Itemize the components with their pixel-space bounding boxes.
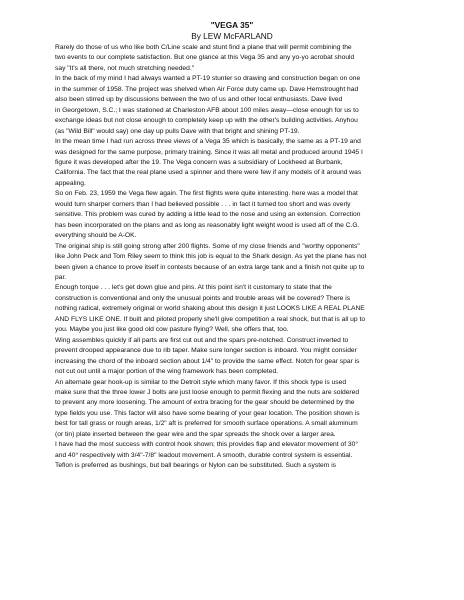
paragraph: Wing assembles quickly if all parts are first cut out and the spars pre-notched. Construct inverted to prevent drooped appearance due to rib taper. Make sure longer section is inboard. You might consider increasing the chord of the inboard section about 1/4" to provide the same effect. Notch for gear spar is not cut out until a major portion of the wing framework has been completed. [55,336,360,376]
title-block [0,20,464,42]
paragraph: In the back of my mind I had always wanted a PT-19 stunter so drawing and construction began on one in the summer of 1958. The project was shelved when Air Force duty came up. Dave Hemstrought had also been stirred up by discussions between the two of us and other local enthusiasts. Dave lived in Georgetown, S.C.; I was stationed at Charleston AFB about 100 miles away—close enough for us to exchange ideas but not close enough to completely keep up with the other's building activities. Anyhou (as "Wild Bill" would say) one day up pulls Dave with that bright and shining PT-19. [55,75,361,135]
paragraph: I have had the most success with control hook shown; this provides flap and elevator movement of 30° and 40° respectively with 3/4"-7/8" leadout movement. A smooth, durable control system is essential. Teflon is preferred as bushings, but ball bearings or Nylon can be substituted. Such a system is [55,441,359,470]
document-body [55,43,407,472]
document-title: "VEGA 35" [210,20,254,30]
paragraph: So on Feb. 23, 1959 the Vega flew again. The first flights were quite interesting. here was a model that would turn sharper corners than I had believed possible . . . in fact it turned too short and was overly sensitive. This problem was cured by adding a little lead to the nose and using an extension. Correction has been incorporated on the plans and as long as reasonably light weight wood is used aft of the C.G. everything should be A-OK. [55,190,361,240]
paragraph: An alternate gear hook-up is similar to the Detroit style which many favor. If this shock type is used make sure that the three lower J bolts are just loose enough to permit flexing and the nuts are soldered to prevent any more loosening. The amount of extra bracing for the gear should be determined by the type fields you use. This factor will also have some bearing of your gear location. The position shown is best for tall grass or rough areas, 1/2" aft is preferred for smooth surface operations. A small aluminum (or tin) plate inserted between the gear wire and the spar spreads the shock over a larger area. [55,378,360,438]
paragraph: In the mean time I had run across three views of a Vega 35 which is basically, the same as a PT-19 and was designed for the same purpose, primary training. Since it was all metal and produced around 1945 I figure it was developed after the 19. The Vega concern was a subsidiary of Lockheed at Burbank, California. The fact that the real plane used a spinner and there were few if any models of it around was appealing. [55,138,363,187]
document-byline: By LEW McFARLAND [191,31,273,41]
paragraph: Rarely do those of us who like both C/Line scale and stunt find a plane that will permit combining the two events to our complete satisfaction. But one glance at this Vega 35 and any yo-yo acrobat should say "It's all there, not much stretching needed." [55,44,355,72]
paragraph: The original ship is still going strong after 200 flights. Some of my close friends and "worthy opponents" like John Peck and Tom Riley seem to think this job is equal to the Shark design. As yet the plane has not been given a chance to prove itself in contests because of an extra large tank and a finish not quite up to par. [55,242,367,281]
paragraph: Enough torque . . . let's get down glue and pins. At this point isn't it customary to state that the construction is conventional and only the unusual points and trouble areas will be covered? There is nothing radical, extremely original or world shaking about this design it just LOOKS LIKE A REAL PLANE AND FLYS LIKE ONE. If built and piloted properly she'll give competition a real shock, but that is all up to you. Maybe you just like good old cow pasture flying? Well, she offers that, too. [55,284,366,334]
